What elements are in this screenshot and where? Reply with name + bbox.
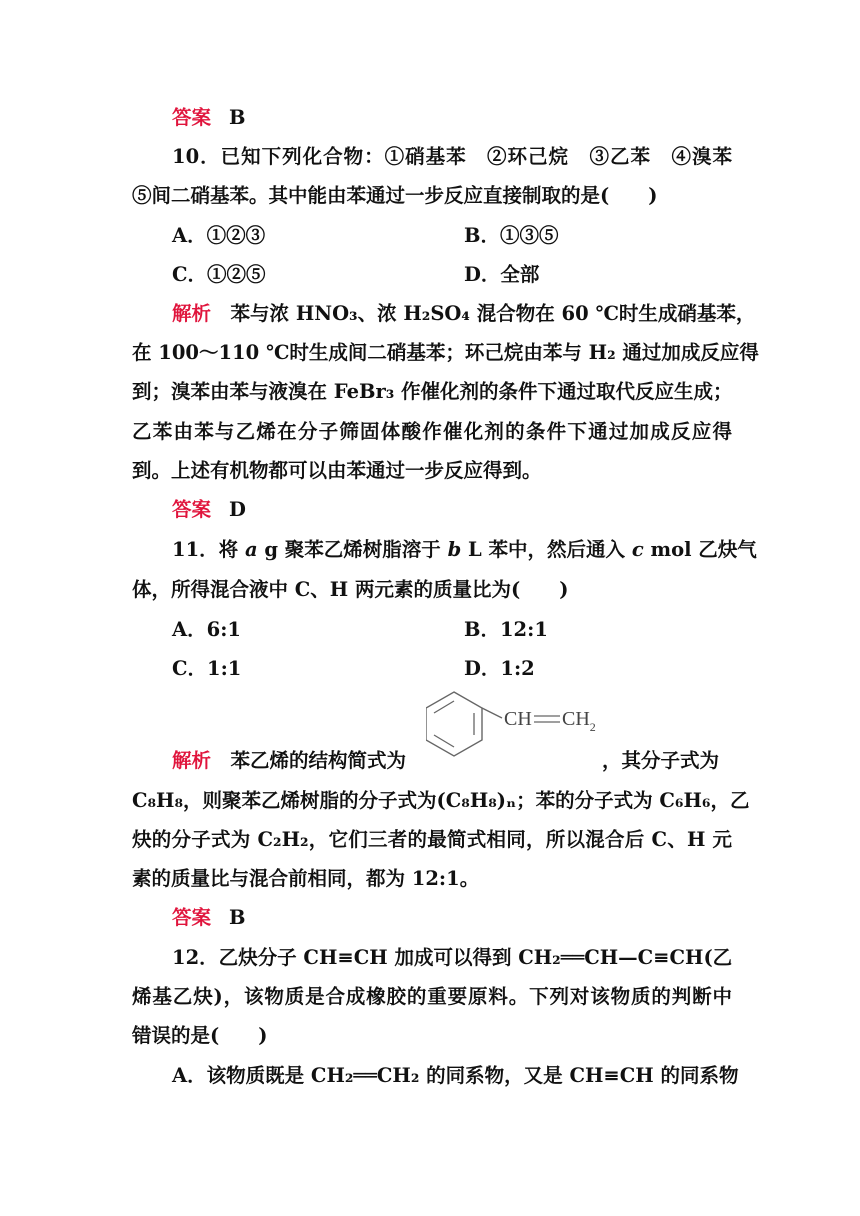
structure-ch: CH bbox=[504, 708, 532, 730]
q11-analysis-line-3: 炔的分子式为 C₂H₂，它们三者的最简式相同，所以混合后 C、H 元 bbox=[132, 828, 732, 851]
answer-value: B bbox=[229, 106, 246, 129]
q10-stem-line-2: ⑤间二硝基苯。其中能由苯通过一步反应直接制取的是( ) bbox=[132, 184, 658, 207]
q11-analysis-line-4: 素的质量比与混合前相同，都为 12:1。 bbox=[132, 867, 480, 890]
q11-option-d: D．1:2 bbox=[464, 657, 535, 680]
q11-stem-line-1 bbox=[172, 538, 757, 562]
variable-b: b bbox=[447, 538, 462, 561]
q10-option-b: B．①③⑤ bbox=[464, 224, 559, 247]
q11-option-c: C．1:1 bbox=[172, 657, 242, 680]
q10-analysis-line-3: 到；溴苯由苯与液溴在 FeBr₃ 作催化剂的条件下通过取代反应生成； bbox=[132, 380, 733, 403]
variable-a: a bbox=[244, 538, 258, 561]
analysis-text: 苯乙烯的结构简式为 bbox=[230, 749, 407, 772]
variable-c: c bbox=[631, 538, 644, 561]
analysis-text-tail: ，其分子式为 bbox=[602, 749, 720, 772]
q12-stem-line-1: 12．乙炔分子 CH≡CH 加成可以得到 CH₂══CH—C≡CH(乙 bbox=[172, 946, 733, 969]
analysis-label: 解析 bbox=[172, 749, 212, 772]
answer-value: D bbox=[229, 498, 246, 521]
structure-ch2 bbox=[562, 708, 596, 735]
q10-option-d: D．全部 bbox=[464, 263, 540, 286]
answer-label: 答案 bbox=[172, 498, 212, 521]
structure-subscript: 2 bbox=[589, 720, 596, 734]
analysis-text: 苯与浓 HNO₃、浓 H₂SO₄ 混合物在 60 ℃时生成硝基苯， bbox=[230, 302, 756, 325]
q9-answer bbox=[172, 106, 732, 130]
q10-analysis-line-2: 在 100～110 ℃时生成间二硝基苯；环己烷由苯与 H₂ 通过加成反应得 bbox=[132, 341, 759, 364]
q11-answer bbox=[172, 906, 732, 930]
stem-text: 11．将 bbox=[172, 538, 245, 561]
stem-text: g 聚苯乙烯树脂溶于 bbox=[257, 538, 448, 561]
q10-analysis-line-5: 到。上述有机物都可以由苯通过一步反应得到。 bbox=[132, 459, 542, 482]
q11-analysis-line-1 bbox=[172, 749, 732, 773]
q10-option-c: C．①②⑤ bbox=[172, 263, 266, 286]
stem-text: mol 乙炔气 bbox=[643, 538, 757, 561]
q12-stem-line-2: 烯基乙炔)，该物质是合成橡胶的重要原料。下列对该物质的判断中 bbox=[132, 985, 732, 1008]
answer-label: 答案 bbox=[172, 106, 212, 129]
answer-label: 答案 bbox=[172, 906, 212, 929]
stem-text: L 苯中，然后通入 bbox=[461, 538, 632, 561]
q11-analysis-line-2: C₈H₈，则聚苯乙烯树脂的分子式为(C₈H₈)ₙ；苯的分子式为 C₆H₆，乙 bbox=[132, 789, 750, 812]
q10-answer bbox=[172, 498, 732, 522]
structure-ch2-text: CH bbox=[562, 708, 590, 730]
answer-value: B bbox=[229, 906, 246, 929]
q11-option-b: B．12:1 bbox=[464, 618, 548, 641]
q10-option-a: A．①②③ bbox=[172, 224, 266, 247]
q10-analysis-line-1 bbox=[172, 302, 756, 326]
q10-stem-line-1: 10．已知下列化合物：①硝基苯 ②环己烷 ③乙苯 ④溴苯 bbox=[172, 145, 732, 168]
q12-option-a: A．该物质既是 CH₂══CH₂ 的同系物，又是 CH≡CH 的同系物 bbox=[172, 1064, 739, 1087]
q10-analysis-line-4: 乙苯由苯与乙烯在分子筛固体酸作催化剂的条件下通过加成反应得 bbox=[132, 420, 732, 443]
analysis-label: 解析 bbox=[172, 302, 212, 325]
q12-stem-line-3: 错误的是( ) bbox=[132, 1024, 268, 1047]
q11-option-a: A．6:1 bbox=[172, 618, 241, 641]
q11-stem-line-2: 体，所得混合液中 C、H 两元素的质量比为( ) bbox=[132, 578, 569, 601]
